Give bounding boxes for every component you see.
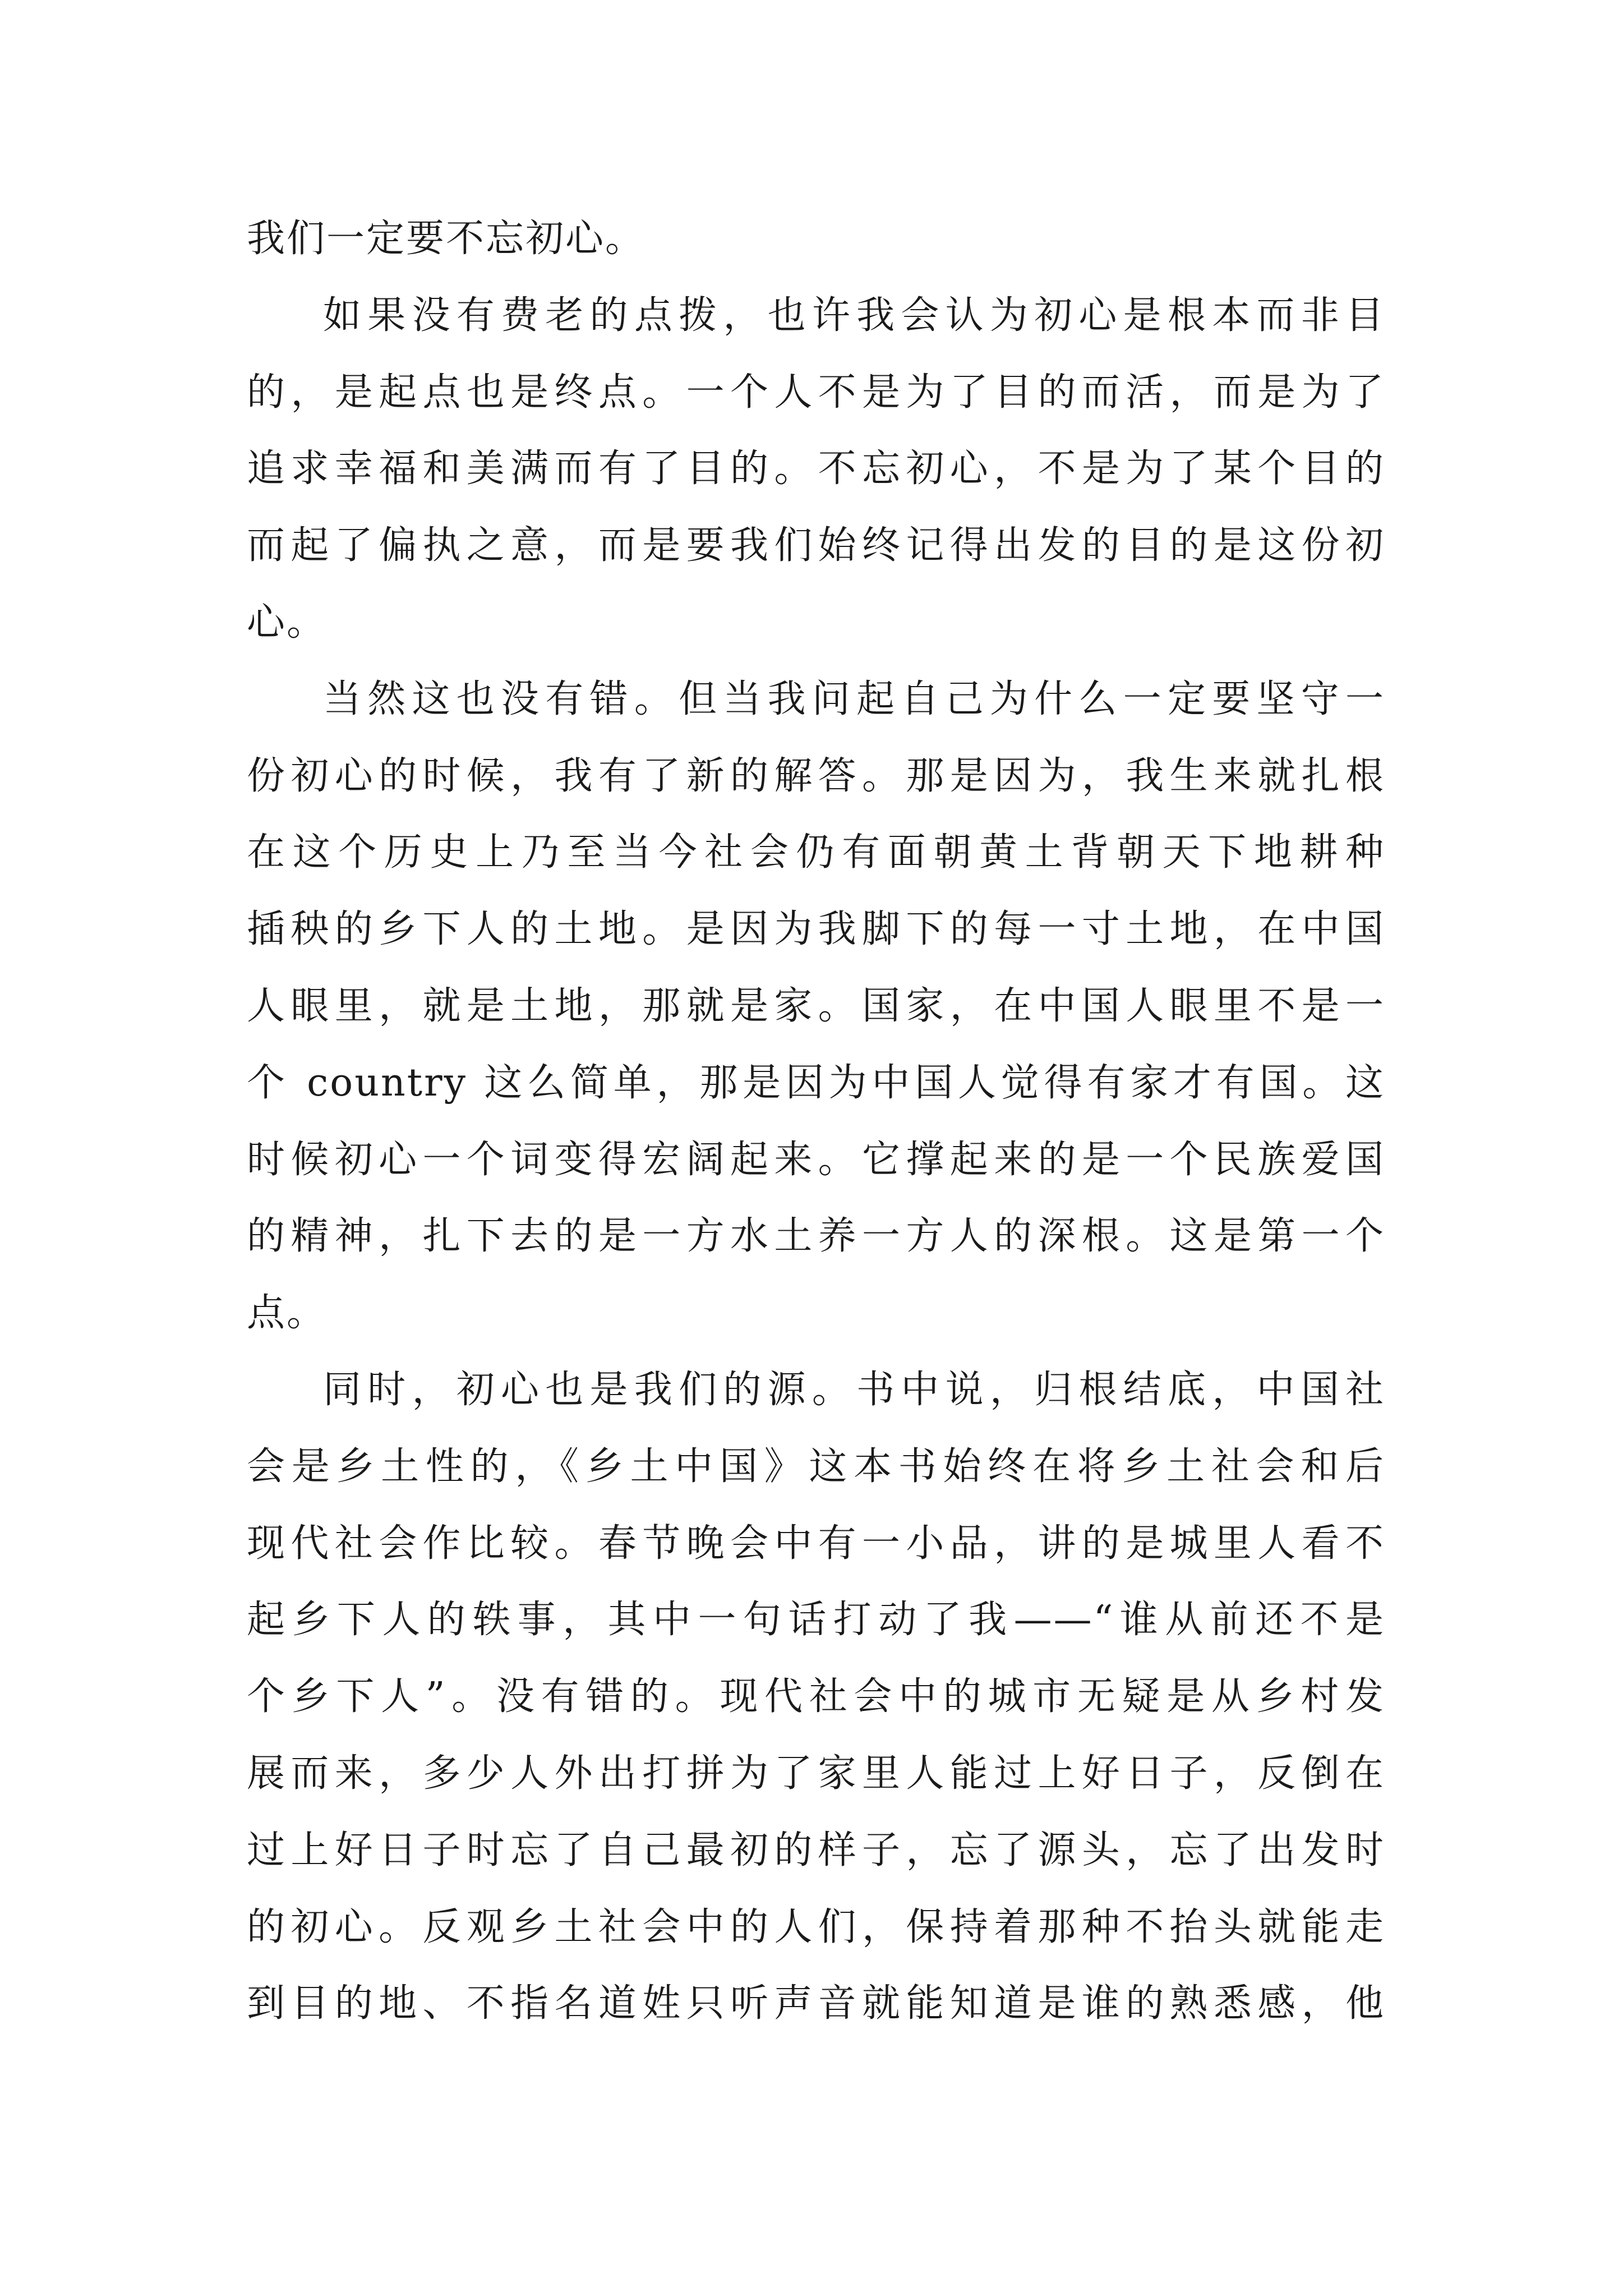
paragraph-4 bbox=[247, 1352, 1385, 2042]
text-line: 如果没有费老的点拨，也许我会认为初心是根本而非目 bbox=[323, 293, 1385, 338]
text-line: 会是乡土性的，《乡土中国》这本书始终在将乡土社会和后 bbox=[247, 1444, 1385, 1489]
text-line: 现代社会作比较。春节晚会中有一小品，讲的是城里人看不 bbox=[247, 1521, 1385, 1566]
text-line: 插秧的乡下人的土地。是因为我脚下的每一寸土地，在中国 bbox=[247, 907, 1385, 952]
text-line: 的初心。反观乡土社会中的人们，保持着那种不抬头就能走 bbox=[247, 1904, 1385, 1949]
text-line: 时候初心一个词变得宏阔起来。它撑起来的是一个民族爱国 bbox=[247, 1137, 1385, 1182]
text-line: 过上好日子时忘了自己最初的样子，忘了源头，忘了出发时 bbox=[247, 1828, 1385, 1872]
text-line: 同时，初心也是我们的源。书中说，归根结底，中国社 bbox=[323, 1367, 1385, 1412]
text-line: 展而来，多少人外出打拼为了家里人能过上好日子，反倒在 bbox=[247, 1751, 1385, 1796]
text-line: 追求幸福和美满而有了目的。不忘初心，不是为了某个目的 bbox=[247, 447, 1385, 491]
text-line: 心。 bbox=[247, 600, 327, 645]
text-line: 个 country 这么简单，那是因为中国人觉得有家才有国。这 bbox=[247, 1060, 1385, 1105]
text-line: 点。 bbox=[247, 1291, 327, 1336]
text-line: 个乡下人”。没有错的。现代社会中的城市无疑是从乡村发 bbox=[247, 1674, 1385, 1719]
text-line: 人眼里，就是土地，那就是家。国家，在中国人眼里不是一 bbox=[247, 983, 1385, 1028]
text-line: 当然这也没有错。但当我问起自己为什么一定要坚守一 bbox=[323, 677, 1385, 721]
text-line: 的，是起点也是终点。一个人不是为了目的而活，而是为了 bbox=[247, 370, 1385, 415]
text-line: 到目的地、不指名道姓只听声音就能知道是谁的熟悉感，他 bbox=[247, 1981, 1385, 2026]
text-line: 的精神，扎下去的是一方水土养一方人的深根。这是第一个 bbox=[247, 1214, 1385, 1259]
text-line: 在这个历史上乃至当今社会仍有面朝黄土背朝天下地耕种 bbox=[247, 830, 1385, 875]
body-text bbox=[247, 201, 1385, 2042]
paragraph-2 bbox=[247, 278, 1385, 661]
text-line: 起乡下人的轶事，其中一句话打动了我——“谁从前还不是 bbox=[247, 1598, 1385, 1642]
text-line: 我们一定要不忘初心。 bbox=[247, 217, 645, 261]
text-line: 而起了偏执之意，而是要我们始终记得出发的目的是这份初 bbox=[247, 523, 1385, 568]
paragraph-3 bbox=[247, 661, 1385, 1352]
text-line: 份初心的时候，我有了新的解答。那是因为，我生来就扎根 bbox=[247, 753, 1385, 798]
paragraph-1 bbox=[247, 201, 1385, 278]
